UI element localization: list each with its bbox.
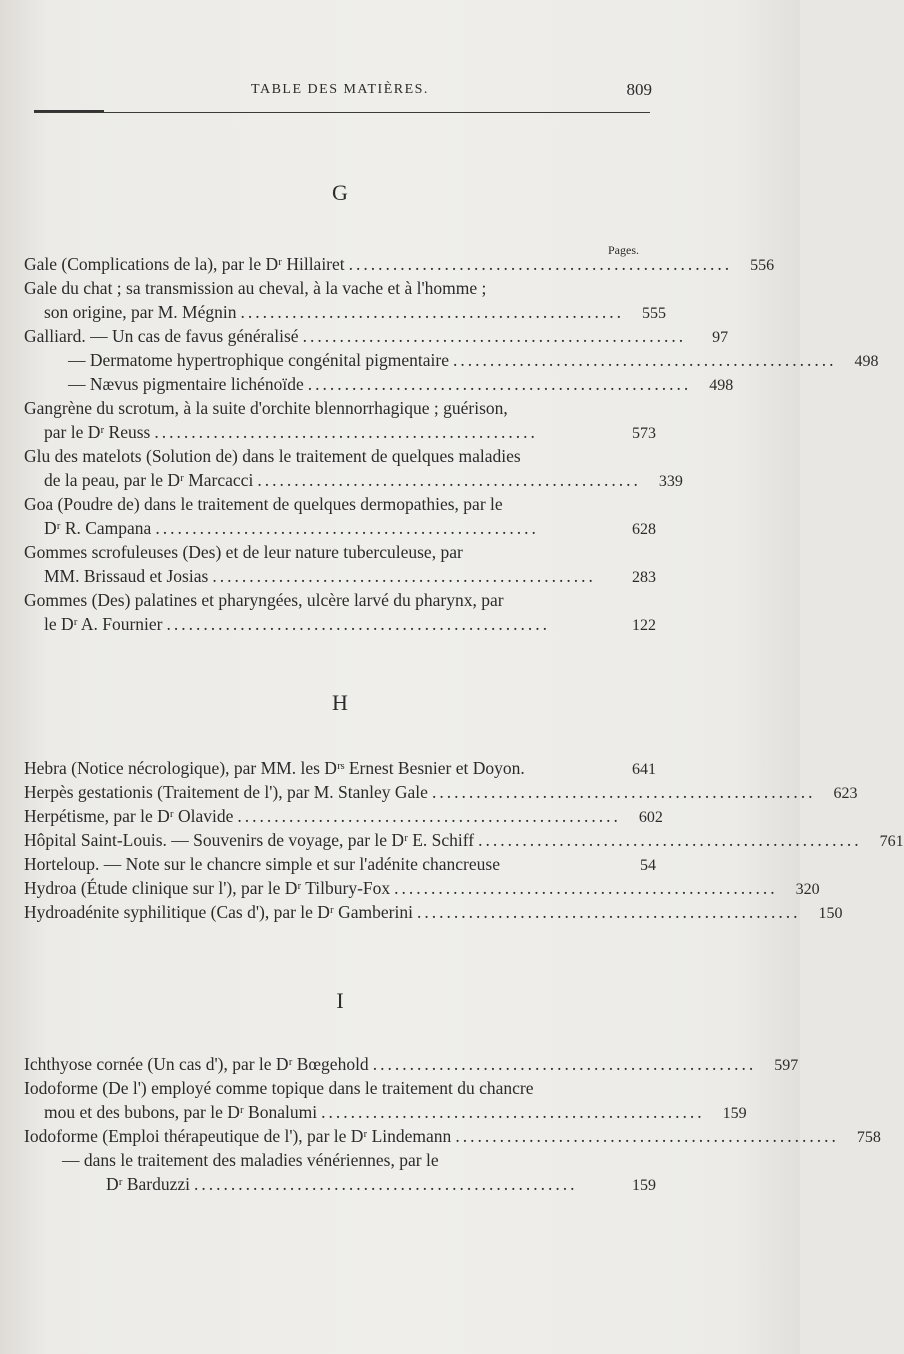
entry-page: 283 [632, 569, 656, 586]
entry-page: 498 [709, 377, 734, 394]
entry-page: 628 [632, 521, 656, 538]
entry-page: 150 [818, 905, 843, 922]
index-entry: Hôpital Saint-Louis. — Souvenirs de voyage, par le Dʳ E. Schiff .................................................... 761 [24, 828, 656, 852]
pages-column-label: Pages. [608, 243, 639, 257]
running-title: TABLE DES MATIÈRES. [251, 82, 429, 97]
entry-page: 320 [795, 881, 820, 898]
entry-text-continued: Dʳ R. Campana [44, 518, 152, 538]
index-entry: Goa (Poudre de) dans le traitement de quelques dermopathies, par le Dʳ R. Campana .................................................... 628 [24, 492, 656, 540]
entry-page: 97 [712, 329, 729, 346]
entry-text-continued: MM. Brissaud et Josias [44, 566, 209, 586]
index-entry: — Nævus pigmentaire lichénoïde .................................................... 498 [24, 372, 656, 396]
entry-text: Hôpital Saint-Louis. — Souvenirs de voyage, par le Dʳ E. Schiff [24, 830, 475, 850]
index-entry: Hydroa (Étude clinique sur l'), par le Dʳ Tilbury-Fox .................................................... 320 [24, 876, 656, 900]
entry-text: Galliard. — Un cas de favus généralisé [24, 326, 299, 346]
entry-text-continued: mou et des bubons, par le Dʳ Bonalumi [44, 1102, 318, 1122]
entry-page: 602 [638, 809, 663, 826]
entry-text: Gale (Complications de la), par le Dʳ Hillairet [24, 254, 345, 274]
index-entry: Hydroadénite syphilitique (Cas d'), par le Dʳ Gamberini .................................................... 150 [24, 900, 656, 924]
index-entry: Gommes (Des) palatines et pharyngées, ulcère larvé du pharynx, par le Dʳ A. Fournier .................................................... 122 [24, 588, 656, 636]
index-entry: Herpès gestationis (Traitement de l'), par M. Stanley Gale .................................................... 623 [24, 780, 656, 804]
entry-text: — Dermatome hypertrophique congénital pigmentaire [68, 350, 449, 370]
index-entry [24, 852, 656, 876]
entry-text: Gommes scrofuleuses (Des) et de leur nature tuberculeuse, par [24, 542, 463, 562]
index-entry: Gale (Complications de la), par le Dʳ Hillairet .................................................... 556 [24, 252, 656, 276]
index-entry: Herpétisme, par le Dʳ Olavide .................................................... 602 [24, 804, 656, 828]
entry-text: Hydroa (Étude clinique sur l'), par le Dʳ Tilbury-Fox [24, 878, 391, 898]
entry-page: 159 [632, 1177, 656, 1194]
index-entry: Iodoforme (Emploi thérapeutique de l'), par le Dʳ Lindemann .................................................... 758 [24, 1124, 656, 1148]
entry-page: 498 [854, 353, 879, 370]
index-entry: Ichthyose cornée (Un cas d'), par le Dʳ Bœgehold .................................................... 597 [24, 1052, 656, 1076]
index-entry: Gangrène du scrotum, à la suite d'orchite blennorrhagique ; guérison, par le Dʳ Reuss .................................................... 573 [24, 396, 656, 444]
entry-text: Hydroadénite syphilitique (Cas d'), par le Dʳ Gamberini [24, 902, 413, 922]
entry-text: — dans le traitement des maladies vénériennes, par le [62, 1150, 439, 1170]
entry-text-continued: de la peau, par le Dʳ Marcacci [44, 470, 254, 490]
entry-text-continued: son origine, par M. Mégnin [44, 302, 237, 322]
entry-page: 556 [750, 257, 775, 274]
entry-text: Glu des matelots (Solution de) dans le traitement de quelques maladies [24, 446, 521, 466]
entry-text: — Nævus pigmentaire lichénoïde [68, 374, 304, 394]
entry-text: Gangrène du scrotum, à la suite d'orchite blennorrhagique ; guérison, [24, 398, 508, 418]
index-entry: Glu des matelots (Solution de) dans le traitement de quelques maladies de la peau, par le Dʳ Marcacci .................................................... 339 [24, 444, 656, 492]
entry-page: 339 [658, 473, 683, 490]
entry-text: Horteloup. — Note sur le chancre simple et sur l'adénite chancreuse [24, 854, 500, 874]
entry-text: Ichthyose cornée (Un cas d'), par le Dʳ Bœgehold [24, 1054, 369, 1074]
entry-page: 623 [833, 785, 858, 802]
entry-page: 758 [856, 1129, 881, 1146]
running-head [30, 82, 650, 106]
index-entry [24, 756, 656, 780]
entry-text: Gale du chat ; sa transmission au cheval, à la vache et à l'homme ; [24, 278, 487, 298]
index-entry: Galliard. — Un cas de favus généralisé .................................................... 97 [24, 324, 656, 348]
entry-text: Iodoforme (Emploi thérapeutique de l'), par le Dʳ Lindemann [24, 1126, 452, 1146]
entry-page: 122 [632, 617, 656, 634]
index-entry: Gale du chat ; sa transmission au cheval, à la vache et à l'homme ; son origine, par M. Mégnin .................................................... 555 [24, 276, 656, 324]
index-entry: Iodoforme (De l') employé comme topique dans le traitement du chancre mou et des bubons, par le Dʳ Bonalumi .................................................... 159 [24, 1076, 656, 1124]
index-entry: Gommes scrofuleuses (Des) et de leur nature tuberculeuse, par MM. Brissaud et Josias .................................................... 283 [24, 540, 656, 588]
index-entry: — Dermatome hypertrophique congénital pigmentaire .................................................... 498 [24, 348, 656, 372]
entry-text: Herpès gestationis (Traitement de l'), par M. Stanley Gale [24, 782, 428, 802]
entry-text: Iodoforme (De l') employé comme topique dans le traitement du chancre [24, 1078, 534, 1098]
entry-page: 761 [879, 833, 904, 850]
page-number: 809 [626, 80, 652, 99]
section-letter-h: H [332, 690, 348, 715]
entry-page: 641 [632, 761, 656, 778]
header-rule [34, 112, 650, 113]
section-letter-g: G [332, 180, 348, 205]
entry-text-continued: par le Dʳ Reuss [44, 422, 151, 442]
entry-page: 597 [774, 1057, 799, 1074]
entry-text-continued: le Dʳ A. Fournier [44, 614, 163, 634]
entry-page: 573 [632, 425, 656, 442]
entry-page: 159 [722, 1105, 747, 1122]
entry-text: Hebra (Notice nécrologique), par MM. les Dʳˢ Ernest Besnier et Doyon. [24, 758, 525, 778]
entry-text: Goa (Poudre de) dans le traitement de quelques dermopathies, par le [24, 494, 503, 514]
entry-text: Herpétisme, par le Dʳ Olavide [24, 806, 234, 826]
entry-page: 54 [640, 857, 656, 874]
entry-text-continued: Dʳ Barduzzi [106, 1174, 190, 1194]
entry-page: 555 [641, 305, 666, 322]
entry-text: Gommes (Des) palatines et pharyngées, ulcère larvé du pharynx, par [24, 590, 504, 610]
index-entry: — dans le traitement des maladies vénériennes, par le Dʳ Barduzzi .................................................... 159 [24, 1148, 656, 1196]
section-letter-i: I [336, 988, 344, 1013]
